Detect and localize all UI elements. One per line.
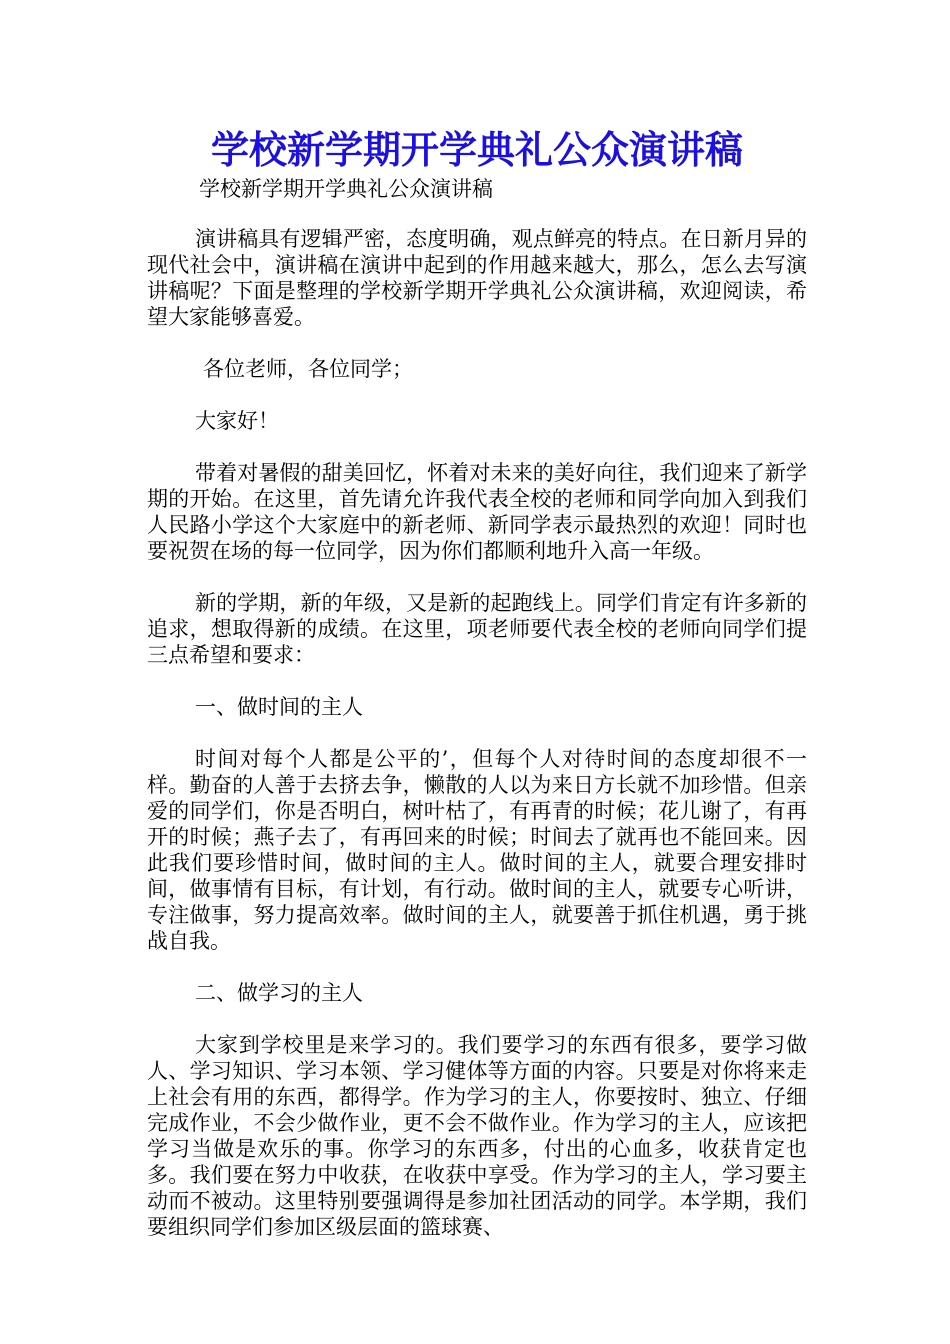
body-paragraph-1: 带着对暑假的甜美回忆，怀着对未来的美好向往，我们迎来了新学期的开始。在这里，首先请允许我代表全校的老师和同学向加入到我们人民路小学这个大家庭中的新老师、新同学表示最热烈的欢迎！同时也要祝贺在场的每一位同学，因为你们都顺利地升入高一年级。 <box>147 461 807 563</box>
document-page <box>147 124 807 1240</box>
body-paragraph-4: 大家到学校里是来学习的。我们要学习的东西有很多，要学习做人、学习知识、学习本领、学习健体等方面的内容。只要是对你将来走上社会有用的东西，都得学。作为学习的主人，你要按时、独立、仔细完成作业，不会少做作业，更不会不做作业。作为学习的主人，应该把学习当做是欢乐的事。你学习的东西多，付出的心血多，收获肯定也多。我们要在努力中收获，在收获中享受。作为学习的主人，学习要主动而不被动。这里特别要强调得是参加社团活动的同学。本学期，我们要组织同学们参加区级层面的篮球赛、 <box>147 1033 807 1239</box>
spacer <box>147 1006 807 1032</box>
spacer <box>147 382 807 408</box>
spacer <box>147 668 807 694</box>
section-heading-1: 一、做时间的主人 <box>195 695 363 719</box>
document-subtitle: 学校新学期开学典礼公众演讲稿 <box>199 177 493 201</box>
section-heading-2: 二、做学习的主人 <box>195 981 363 1005</box>
spacer <box>147 330 807 356</box>
body-paragraph-3: 时间对每个人都是公平的’，但每个人对待时间的态度却很不一样。勤奋的人善于去挤去争，懒散的人以为来日方长就不加珍惜。但亲爱的同学们，你是否明白，树叶枯了，有再青的时候；花儿谢了，有再开的时候；燕子去了，有再回来的时候；时间去了就再也不能回来。因此我们要珍惜时间，做时间的主人。做时间的主人，就要合理安排时间，做事情有目标，有计划，有行动。做时间的主人，就要专心听讲，专注做事，努力提高效率。做时间的主人，就要善于抓住机遇，勇于挑战自我。 <box>147 747 807 953</box>
greeting: 大家好！ <box>195 409 279 433</box>
spacer <box>147 954 807 980</box>
spacer <box>147 434 807 460</box>
salutation: 各位老师，各位同学； <box>203 357 413 381</box>
spacer <box>147 564 807 590</box>
intro-paragraph: 演讲稿具有逻辑严密，态度明确，观点鲜亮的特点。在日新月异的现代社会中，演讲稿在演讲中起到的作用越来越大，那么，怎么去写演讲稿呢？下面是整理的学校新学期开学典礼公众演讲稿，欢迎阅读，希望大家能够喜爱。 <box>147 227 807 329</box>
spacer <box>147 202 807 226</box>
document-title: 学校新学期开学典礼公众演讲稿 <box>210 127 743 172</box>
body-paragraph-2: 新的学期，新的年级，又是新的起跑线上。同学们肯定有许多新的追求，想取得新的成绩。在这里，项老师要代表全校的老师向同学们提三点希望和要求： <box>147 591 807 667</box>
spacer <box>147 720 807 746</box>
